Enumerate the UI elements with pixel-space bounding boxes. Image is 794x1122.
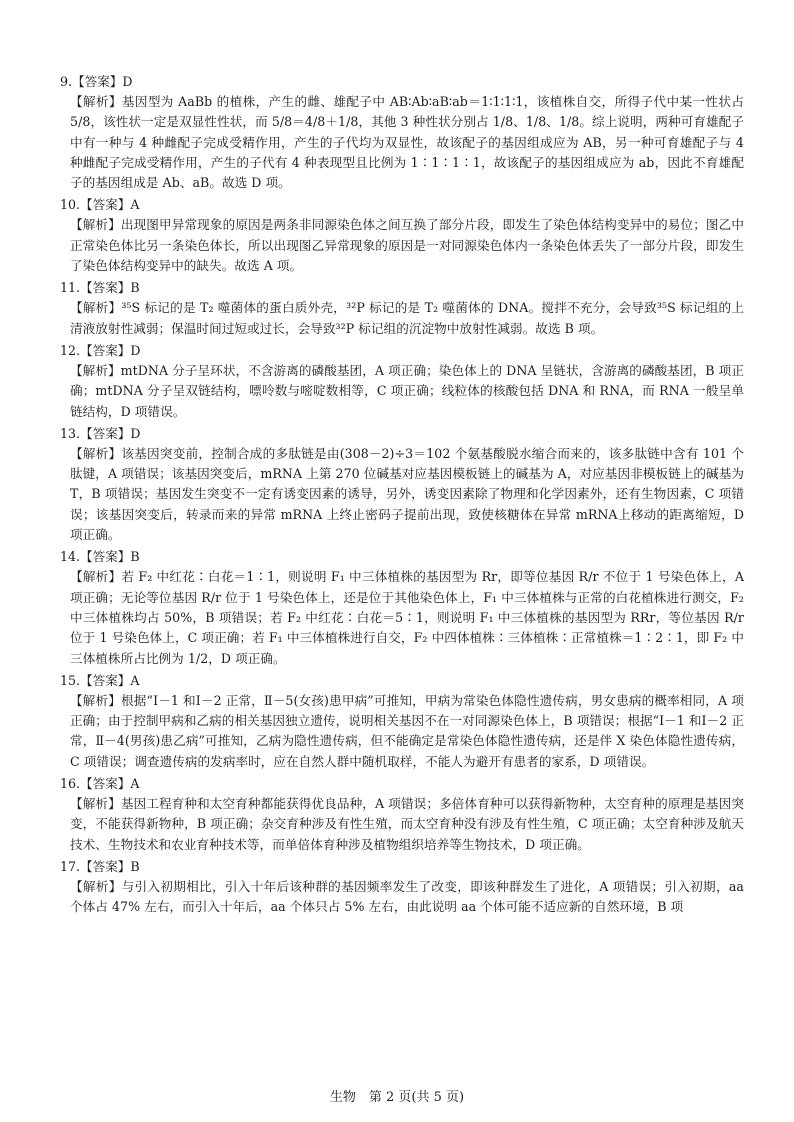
question-11 <box>60 278 744 339</box>
answer-line: 13.【答案】D <box>60 425 141 441</box>
question-16 <box>60 774 744 855</box>
answer-line: 17.【答案】B <box>60 858 140 874</box>
question-13 <box>60 424 744 545</box>
answer-line: 16.【答案】A <box>60 776 140 792</box>
explanation: 【解析】该基因突变前，控制合成的多肽链是由(308－2)÷3＝102 个氨基酸脱水缩合而来的，该多肽链中含有 101 个肽键，A 项错误；该基因突变后，mRNA 上第 270 位碱基对应基因模板链上的碱基为 A，对应基因非模板链上的碱基为 T，B 项错误；基因发生突变不一定有诱变因素的诱导，另外，诱变因素除了物理和化学因素外，还有生物因素，C 项错误；该基因突变后，转录而来的异常 mRNA 上终止密码子提前出现，致使核糖体在异常 mRNA上移动的距离缩短，D 项正确。 <box>70 445 744 543</box>
explanation: 【解析】³⁵S 标记的是 T₂ 噬菌体的蛋白质外壳，³²P 标记的是 T₂ 噬菌体的 DNA。搅拌不充分，会导致³⁵S 标记组的上清液放射性减弱；保温时间过短或过长，会导致³²P 标记组的沉淀物中放射性减弱。故选 B 项。 <box>70 300 744 336</box>
explanation: 【解析】与引入初期相比，引入十年后该种群的基因频率发生了改变，即该种群发生了进化，A 项错误；引入初期，aa 个体占 47% 左右，而引入十年后，aa 个体只占 5% 左右，由此说明 aa 个体可能不适应新的自然环境，B 项 <box>70 878 744 915</box>
answer-line: 9.【答案】D <box>60 74 133 89</box>
answer-line: 14.【答案】B <box>60 549 140 565</box>
question-14 <box>60 547 744 668</box>
question-10 <box>60 195 744 276</box>
answer-line: 11.【答案】B <box>60 280 140 296</box>
explanation: 【解析】出现图甲异常现象的原因是两条非同源染色体之间互换了部分片段，即发生了染色体结构变异中的易位；图乙中正常染色体比另一条染色体长，所以出现图乙异常现象的原因是一对同源染色体内一条染色体丢失了一部分片段，即发生了染色体结构变异中的缺失。故选 A 项。 <box>70 217 744 274</box>
answer-line: 15.【答案】A <box>60 672 140 688</box>
question-17 <box>60 857 744 918</box>
question-12 <box>60 341 744 422</box>
explanation: 【解析】若 F₂ 中红花∶白花＝1∶1，则说明 F₁ 中三体植株的基因型为 Rr，即等位基因 R/r 不位于 1 号染色体上，A 项正确；无论等位基因 R/r 位于 1 号染色体上，还是位于其他染色体上，F₁ 中三体植株与正常的白花植株进行测交，F₂ 中三体植株均占 50%，B 项错误；若 F₂ 中红花∶白花＝5∶1，则说明 F₁ 中三体植株的基因型为 RRr，等位基因 R/r 位于 1 号染色体上，C 项正确；若 F₁ 中三体植株进行自交，F₂ 中四体植株∶三体植株∶正常植株＝1∶2∶1，即 F₂ 中三体植株所占比例为 1/2，D 项正确。 <box>70 569 744 666</box>
explanation: 【解析】基因工程育种和太空育种都能获得优良品种，A 项错误；多倍体育种可以获得新物种，太空育种的原理是基因突变，不能获得新物种，B 项正确；杂交育种涉及有性生殖，而太空育种没有涉及有性生殖，C 项正确；太空育种涉及航天技术、生物技术和农业育种技术等，而单倍体育种涉及植物组织培养等生物技术，D 项正确。 <box>70 796 744 852</box>
answer-line: 12.【答案】D <box>60 342 141 358</box>
question-15 <box>60 671 744 772</box>
explanation: 【解析】基因型为 AaBb 的植株，产生的雌、雄配子中 AB∶Ab∶aB∶ab＝1∶1∶1∶1，该植株自交，所得子代中某一性状占 5/8，该性状一定是双显性性状，而 5/8＝4/8＋1/8，其他 3 种性状分别占 1/8、1/8、1/8。综上说明，两种可育雄配子中有一种与 4 种雌配子完成受精作用，产生的子代均为双显性，故该配子的基因组成应为 AB，另一种可育雄配子与 4 种雌配子完成受精作用，产生的子代有 4 种表现型且比例为 1∶1∶1∶1，故该配子的基因组成应为 ab，因此不育雄配子的基因组成是 Ab、aB。故选 D 项。 <box>70 94 744 191</box>
answer-line: 10.【答案】A <box>60 197 140 213</box>
page-footer: 生物 第 2 页(共 5 页) <box>329 1090 465 1105</box>
explanation: 【解析】根据“Ⅰ－1 和Ⅰ－2 正常，Ⅱ－5(女孩)患甲病”可推知，甲病为常染色体隐性遗传病，男女患病的概率相同，A 项正确；由于控制甲病和乙病的相关基因独立遗传，说明相关基因不在一对同源染色体上，B 项错误；根据“Ⅰ－1 和Ⅰ－2 正常，Ⅱ－4(男孩)患乙病”可推知，乙病为隐性遗传病，但不能确定是常染色体隐性遗传病，还是伴 X 染色体隐性遗传病，C 项错误；调查遗传病的发病率时，应在自然人群中随机取样，不能人为避开有患者的家系，D 项错误。 <box>70 692 744 769</box>
explanation: 【解析】mtDNA 分子呈环状，不含游离的磷酸基团，A 项正确；染色体上的 DNA 呈链状，含游离的磷酸基团，B 项正确；mtDNA 分子呈双链结构，嘌呤数与嘧啶数相等，C 项正确；线粒体的核酸包括 DNA 和 RNA，而 RNA 一般呈单链结构，D 项错误。 <box>70 362 744 419</box>
question-9 <box>60 72 744 193</box>
answer-key-body <box>60 72 744 920</box>
